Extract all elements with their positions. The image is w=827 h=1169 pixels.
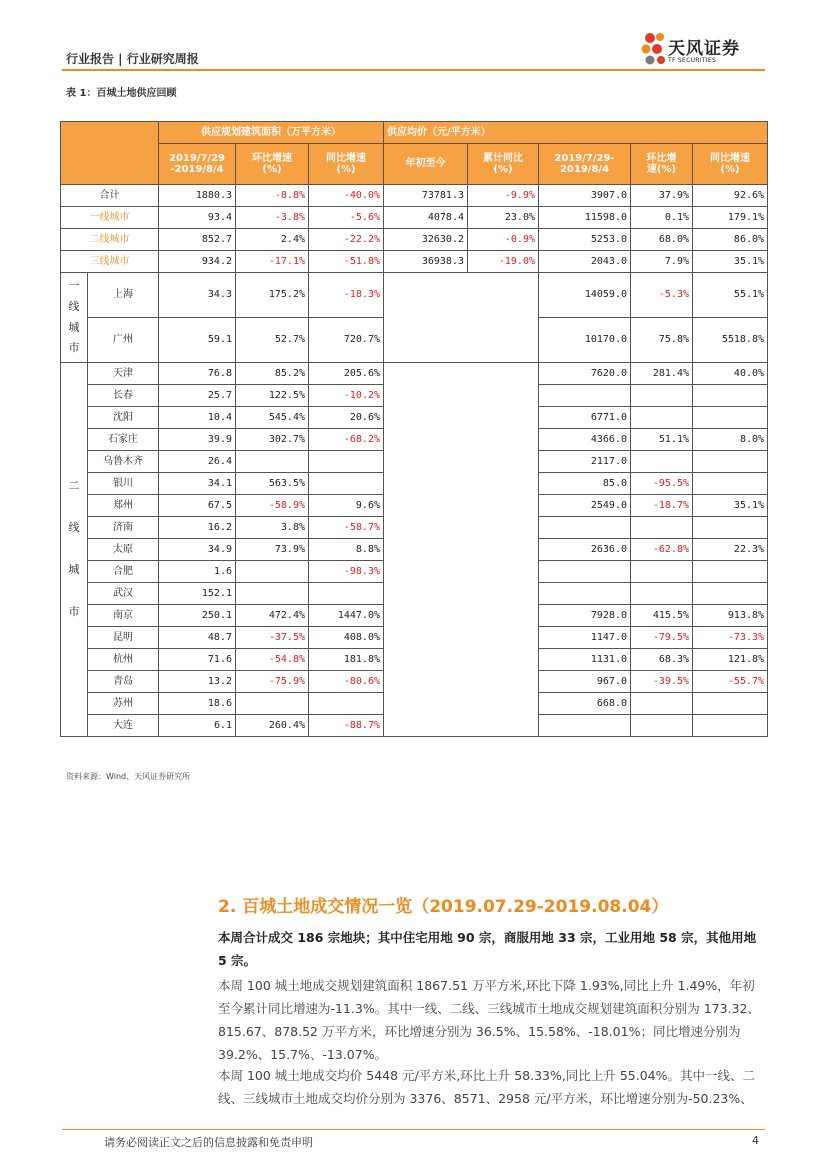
- summary-cell: 3907.0: [539, 185, 631, 207]
- table-caption: 表 1：百城土地供应回顾: [66, 88, 177, 99]
- city-cell: 10.4: [159, 407, 236, 429]
- header-row-1: [61, 122, 768, 144]
- city-cell: [631, 385, 693, 407]
- tier-label: 二 线 城 市: [61, 363, 88, 737]
- city-cell: 281.4%: [631, 363, 693, 385]
- city-cell: 52.7%: [236, 318, 309, 363]
- summary-cell: 934.2: [159, 251, 236, 273]
- city-cell: -54.8%: [236, 649, 309, 671]
- city-cell: 7928.0: [539, 605, 631, 627]
- city-cell: 39.9: [159, 429, 236, 451]
- city-cell: 71.6: [159, 649, 236, 671]
- summary-cell: 86.0%: [693, 229, 768, 251]
- city-name: 南京: [88, 605, 159, 627]
- logo-text-cn: 天风证券: [668, 39, 740, 59]
- price-paragraph: 本周 100 城土地成交均价 5448 元/平方米,环比上升 58.33%,同比上升 55.04%。其中一线、二线、三线城市土地成交均价分别为 3376、8571、2958 元/平方米，环比增速分别为-50.23%、: [218, 1068, 755, 1106]
- city-cell: [309, 473, 384, 495]
- city-cell: -10.2%: [309, 385, 384, 407]
- city-cell: -95.5%: [631, 473, 693, 495]
- city-name: 郑州: [88, 495, 159, 517]
- city-name: 上海: [88, 273, 159, 318]
- city-cell: [539, 517, 631, 539]
- city-cell: 16.2: [159, 517, 236, 539]
- summary-cell: -0.9%: [468, 229, 539, 251]
- city-name: 大连: [88, 715, 159, 737]
- city-row: [61, 273, 768, 318]
- city-cell: 967.0: [539, 671, 631, 693]
- header-group-area: 供应规划建筑面积（万平方米）: [159, 122, 384, 144]
- city-name: 武汉: [88, 583, 159, 605]
- ytd-blank: [384, 273, 539, 363]
- city-cell: [693, 561, 768, 583]
- city-name: 石家庄: [88, 429, 159, 451]
- city-cell: -98.3%: [309, 561, 384, 583]
- city-cell: 9.6%: [309, 495, 384, 517]
- city-cell: 6.1: [159, 715, 236, 737]
- summary-cell: 32630.2: [384, 229, 468, 251]
- city-cell: -68.2%: [309, 429, 384, 451]
- city-name: 广州: [88, 318, 159, 363]
- area-paragraph: 本周 100 城土地成交规划建筑面积 1867.51 万平方米,环比下降 1.93%,同比上升 1.49%，年初至今累计同比增速为-11.3%。其中一线、二线、三线城市土地成交规划建筑面积分别为 173.32、815.67、878.52 万平方米，环比增速分别为 36.5%、15.58%、-18.01%；同比增速分别为 39.2%、15.7%、-13.07%。: [218, 978, 760, 1062]
- city-cell: 545.4%: [236, 407, 309, 429]
- city-name: 乌鲁木齐: [88, 451, 159, 473]
- city-cell: 51.1%: [631, 429, 693, 451]
- footer-divider: [62, 1129, 765, 1130]
- city-cell: 67.5: [159, 495, 236, 517]
- header-area-mom: 环比增速 (%): [236, 144, 309, 185]
- city-name: 沈阳: [88, 407, 159, 429]
- city-cell: 59.1: [159, 318, 236, 363]
- city-cell: 6771.0: [539, 407, 631, 429]
- city-cell: [309, 451, 384, 473]
- city-cell: [539, 715, 631, 737]
- city-cell: 7620.0: [539, 363, 631, 385]
- report-header: 行业报告 | 行业研究周报: [66, 52, 199, 66]
- city-cell: [539, 561, 631, 583]
- summary-row: [61, 229, 768, 251]
- summary-cell: 2043.0: [539, 251, 631, 273]
- city-cell: 2636.0: [539, 539, 631, 561]
- page-number: 4: [752, 1134, 759, 1147]
- city-cell: -55.7%: [693, 671, 768, 693]
- city-cell: [693, 517, 768, 539]
- city-cell: 1131.0: [539, 649, 631, 671]
- city-cell: 1.6: [159, 561, 236, 583]
- ytd-blank: [384, 363, 539, 737]
- city-cell: [631, 715, 693, 737]
- city-cell: 85.2%: [236, 363, 309, 385]
- summary-cell: 23.0%: [468, 207, 539, 229]
- city-cell: 13.2: [159, 671, 236, 693]
- summary-cell: 179.1%: [693, 207, 768, 229]
- city-cell: [631, 451, 693, 473]
- city-cell: [693, 715, 768, 737]
- summary-row: [61, 207, 768, 229]
- summary-cell: 2.4%: [236, 229, 309, 251]
- data-source: 资料来源：Wind、天风证券研究所: [66, 772, 191, 781]
- city-cell: [236, 583, 309, 605]
- city-cell: [236, 561, 309, 583]
- city-row: [61, 363, 768, 385]
- city-cell: -5.3%: [631, 273, 693, 318]
- summary-row-label: 三线城市: [61, 251, 159, 273]
- city-cell: 250.1: [159, 605, 236, 627]
- summary-cell: 36938.3: [384, 251, 468, 273]
- city-cell: 34.9: [159, 539, 236, 561]
- city-cell: 2117.0: [539, 451, 631, 473]
- city-name: 天津: [88, 363, 159, 385]
- city-cell: 5518.8%: [693, 318, 768, 363]
- summary-cell: -19.0%: [468, 251, 539, 273]
- city-cell: 68.3%: [631, 649, 693, 671]
- section-title: 2. 百城土地成交情况一览（2019.07.29-2019.08.04）: [218, 897, 669, 917]
- city-cell: -88.7%: [309, 715, 384, 737]
- summary-cell: -5.6%: [309, 207, 384, 229]
- summary-cell: -51.8%: [309, 251, 384, 273]
- city-name: 合肥: [88, 561, 159, 583]
- city-cell: 175.2%: [236, 273, 309, 318]
- summary-cell: 93.4: [159, 207, 236, 229]
- city-cell: -80.6%: [309, 671, 384, 693]
- header-ytd-yoy: 累计同比 (%): [468, 144, 539, 185]
- city-cell: 75.8%: [631, 318, 693, 363]
- city-cell: [539, 583, 631, 605]
- city-cell: 25.7: [159, 385, 236, 407]
- city-cell: 415.5%: [631, 605, 693, 627]
- city-cell: -39.5%: [631, 671, 693, 693]
- summary-cell: 1880.3: [159, 185, 236, 207]
- summary-cell: 852.7: [159, 229, 236, 251]
- city-name: 银川: [88, 473, 159, 495]
- city-cell: -58.9%: [236, 495, 309, 517]
- header-group-price: 供应均价（元/平方米）: [384, 122, 768, 144]
- summary-cell: -40.0%: [309, 185, 384, 207]
- city-cell: [631, 517, 693, 539]
- city-cell: 3.8%: [236, 517, 309, 539]
- city-cell: 472.4%: [236, 605, 309, 627]
- city-cell: -18.3%: [309, 273, 384, 318]
- city-cell: [631, 583, 693, 605]
- city-name: 青岛: [88, 671, 159, 693]
- footer-disclaimer: 请务必阅读正文之后的信息披露和免责申明: [104, 1136, 313, 1149]
- summary-cell: 68.0%: [631, 229, 693, 251]
- city-cell: 35.1%: [693, 495, 768, 517]
- city-cell: [631, 693, 693, 715]
- city-cell: [693, 407, 768, 429]
- header-price-yoy: 同比增速 (%): [693, 144, 768, 185]
- city-cell: [693, 583, 768, 605]
- city-cell: 668.0: [539, 693, 631, 715]
- summary-row-label: 二线城市: [61, 229, 159, 251]
- city-cell: 20.6%: [309, 407, 384, 429]
- city-cell: 34.3: [159, 273, 236, 318]
- header-area-week: 2019/7/29 -2019/8/4: [159, 144, 236, 185]
- summary-cell: 0.1%: [631, 207, 693, 229]
- header-row-2: [61, 144, 768, 185]
- summary-cell: 7.9%: [631, 251, 693, 273]
- summary-row-label: 一线城市: [61, 207, 159, 229]
- city-cell: 10170.0: [539, 318, 631, 363]
- tier-label: 一 线 城 市: [61, 273, 88, 363]
- city-cell: 563.5%: [236, 473, 309, 495]
- summary-cell: -9.9%: [468, 185, 539, 207]
- summary-cell: -22.2%: [309, 229, 384, 251]
- city-cell: 76.8: [159, 363, 236, 385]
- city-cell: -75.9%: [236, 671, 309, 693]
- summary-cell: 35.1%: [693, 251, 768, 273]
- city-cell: [693, 693, 768, 715]
- city-cell: 913.8%: [693, 605, 768, 627]
- summary-paragraph: 本周合计成交 186 宗地块；其中住宅用地 90 宗，商服用地 33 宗，工业用地 58 宗，其他用地 5 宗。: [218, 930, 757, 968]
- city-cell: 73.9%: [236, 539, 309, 561]
- city-name: 济南: [88, 517, 159, 539]
- summary-cell: -8.8%: [236, 185, 309, 207]
- city-cell: 22.3%: [693, 539, 768, 561]
- city-cell: -58.7%: [309, 517, 384, 539]
- city-cell: 181.8%: [309, 649, 384, 671]
- summary-cell: 4078.4: [384, 207, 468, 229]
- summary-row-label: 合计: [61, 185, 159, 207]
- city-cell: 26.4: [159, 451, 236, 473]
- city-cell: 14059.0: [539, 273, 631, 318]
- city-cell: 85.0: [539, 473, 631, 495]
- city-name: 长春: [88, 385, 159, 407]
- summary-cell: 11598.0: [539, 207, 631, 229]
- summary-row: [61, 251, 768, 273]
- city-cell: [539, 385, 631, 407]
- summary-cell: 5253.0: [539, 229, 631, 251]
- city-cell: 408.0%: [309, 627, 384, 649]
- header-ytd: 年初至今: [384, 144, 468, 185]
- summary-cell: -3.8%: [236, 207, 309, 229]
- city-cell: [631, 561, 693, 583]
- city-name: 昆明: [88, 627, 159, 649]
- city-cell: 2549.0: [539, 495, 631, 517]
- city-cell: [693, 451, 768, 473]
- city-cell: 121.8%: [693, 649, 768, 671]
- summary-row: [61, 185, 768, 207]
- city-cell: 8.0%: [693, 429, 768, 451]
- city-cell: [693, 473, 768, 495]
- city-cell: 122.5%: [236, 385, 309, 407]
- header-corner: [61, 122, 159, 185]
- city-cell: 1447.0%: [309, 605, 384, 627]
- city-cell: 720.7%: [309, 318, 384, 363]
- city-name: 苏州: [88, 693, 159, 715]
- summary-cell: 37.9%: [631, 185, 693, 207]
- header-area-yoy: 同比增速 (%): [309, 144, 384, 185]
- city-cell: 8.8%: [309, 539, 384, 561]
- city-name: 太原: [88, 539, 159, 561]
- city-cell: 34.1: [159, 473, 236, 495]
- city-cell: [309, 583, 384, 605]
- city-cell: 205.6%: [309, 363, 384, 385]
- city-cell: [236, 693, 309, 715]
- city-cell: 260.4%: [236, 715, 309, 737]
- city-cell: 152.1: [159, 583, 236, 605]
- city-cell: [236, 451, 309, 473]
- land-supply-table: [60, 121, 768, 737]
- summary-cell: -17.1%: [236, 251, 309, 273]
- city-cell: 18.6: [159, 693, 236, 715]
- city-cell: 55.1%: [693, 273, 768, 318]
- city-cell: 302.7%: [236, 429, 309, 451]
- header-price-mom: 环比增 速(%): [631, 144, 693, 185]
- city-cell: 48.7: [159, 627, 236, 649]
- city-cell: [693, 385, 768, 407]
- logo-text-en: TF SECURITIES: [668, 57, 717, 64]
- city-cell: 4366.0: [539, 429, 631, 451]
- city-cell: -79.5%: [631, 627, 693, 649]
- city-cell: -37.5%: [236, 627, 309, 649]
- city-cell: -62.8%: [631, 539, 693, 561]
- city-cell: -73.3%: [693, 627, 768, 649]
- summary-cell: 73781.3: [384, 185, 468, 207]
- summary-cell: 92.6%: [693, 185, 768, 207]
- city-cell: [631, 407, 693, 429]
- city-name: 杭州: [88, 649, 159, 671]
- city-cell: 1147.0: [539, 627, 631, 649]
- header-price-week: 2019/7/29- 2019/8/4: [539, 144, 631, 185]
- city-cell: 40.0%: [693, 363, 768, 385]
- city-cell: -18.7%: [631, 495, 693, 517]
- city-cell: [309, 693, 384, 715]
